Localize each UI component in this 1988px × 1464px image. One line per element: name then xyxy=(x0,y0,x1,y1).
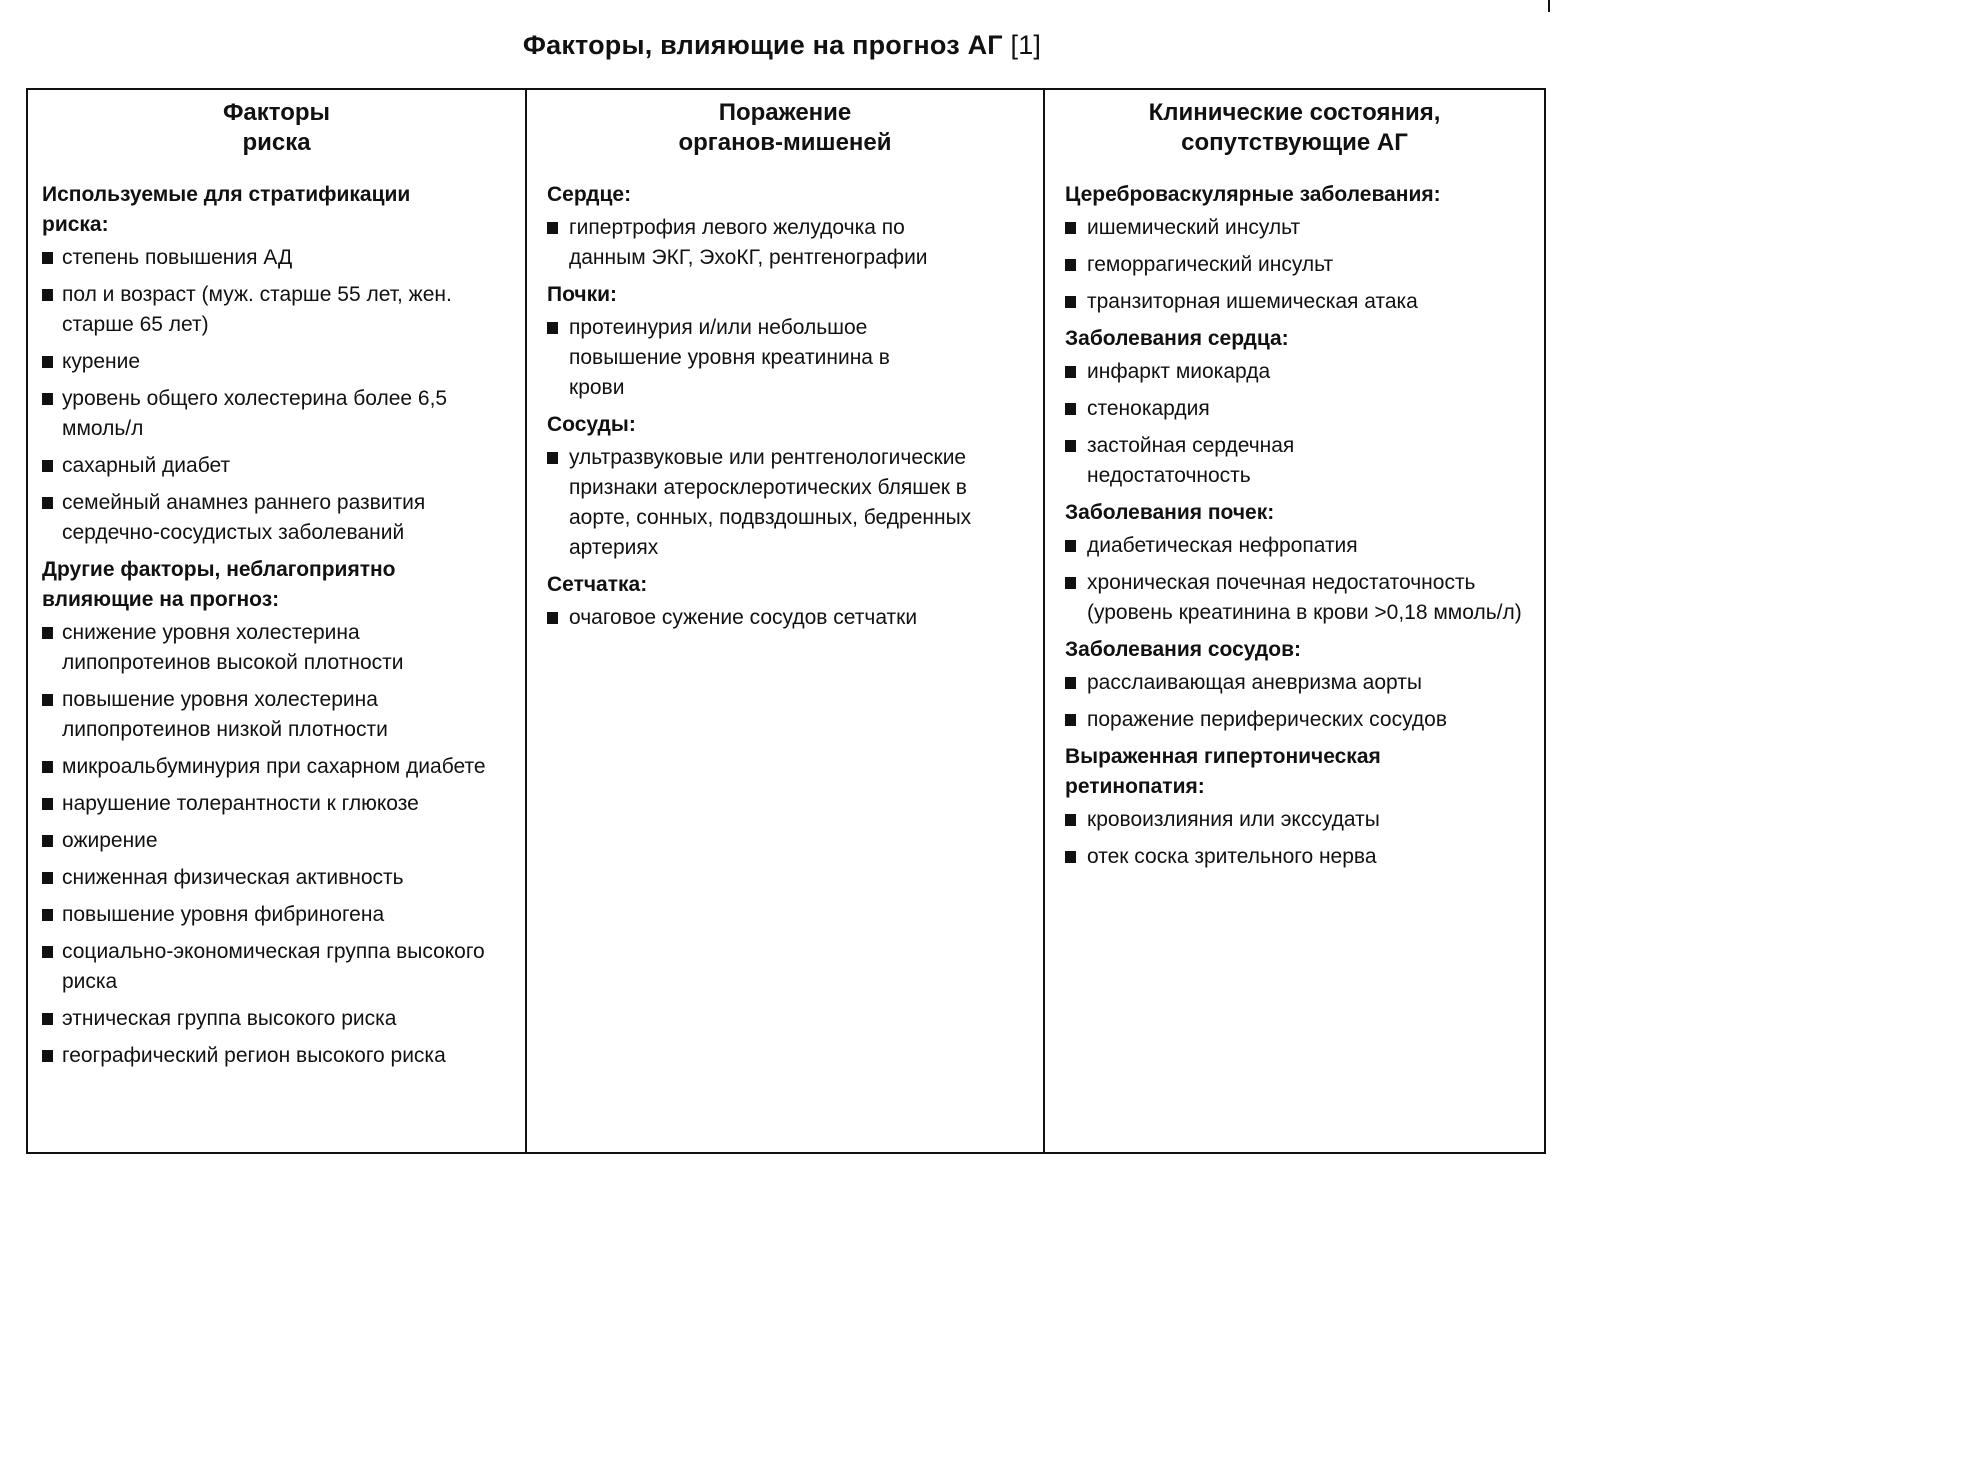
list-item xyxy=(547,313,939,403)
list-item xyxy=(1065,431,1387,491)
square-bullet-icon xyxy=(1065,259,1076,271)
bullet-list xyxy=(1065,531,1530,628)
list-item xyxy=(42,900,511,930)
square-bullet-icon xyxy=(1065,296,1076,308)
section-heading: Сосуды: xyxy=(547,413,636,436)
list-item-text: гипертрофия левого желудочка по данным ЭКГ, ЭхоКГ, рентгенографии xyxy=(569,216,928,269)
square-bullet-icon xyxy=(547,222,558,234)
square-bullet-icon xyxy=(42,872,53,884)
bullet-list xyxy=(547,443,1029,563)
prognosis-factors-table xyxy=(26,88,1546,1154)
list-item-text: повышение уровня фибриногена xyxy=(62,903,385,926)
list-item-text: стенокардия xyxy=(1087,397,1210,420)
list-item xyxy=(547,603,1029,633)
list-item-text: хроническая почечная недостаточность (уровень креатинина в крови >0,18 ммоль/л) xyxy=(1087,571,1522,624)
list-item-text: отек соска зрительного нерва xyxy=(1087,845,1377,868)
list-item xyxy=(42,280,511,340)
column-header-line: риска xyxy=(242,129,311,156)
section-heading: Почки: xyxy=(547,283,618,306)
list-item-text: инфаркт миокарда xyxy=(1087,360,1271,383)
square-bullet-icon xyxy=(1065,366,1076,378)
square-bullet-icon xyxy=(1065,440,1076,452)
list-item xyxy=(1065,705,1530,735)
list-item xyxy=(42,1041,511,1071)
column-header-line: органов-мишеней xyxy=(678,129,892,156)
list-item xyxy=(42,789,511,819)
list-item xyxy=(547,213,939,273)
column-risk-factors xyxy=(28,90,525,1152)
section-heading: Сетчатка: xyxy=(547,573,648,596)
bullet-list xyxy=(42,243,511,548)
list-item xyxy=(42,347,511,377)
column-body xyxy=(42,172,511,1071)
page-title xyxy=(0,30,1564,61)
list-item xyxy=(1065,213,1530,243)
list-item xyxy=(42,826,511,856)
square-bullet-icon xyxy=(1065,714,1076,726)
list-item xyxy=(1065,250,1530,280)
list-item-text: степень повышения АД xyxy=(62,246,293,269)
column-header-line: Факторы xyxy=(222,99,331,126)
list-item-text: поражение периферических сосудов xyxy=(1087,708,1447,731)
square-bullet-icon xyxy=(42,627,53,639)
column-body xyxy=(541,172,1029,633)
list-item-text: этническая группа высокого риска xyxy=(62,1007,397,1030)
square-bullet-icon xyxy=(1065,851,1076,863)
list-item xyxy=(42,618,511,678)
page-title-reference: [1] xyxy=(1010,30,1042,60)
list-item xyxy=(42,1004,511,1034)
list-item-text: транзиторная ишемическая атака xyxy=(1087,290,1418,313)
page-title-text: Факторы, влияющие на прогноз АГ xyxy=(522,30,1003,60)
list-item-text: снижение уровня холестерина липопротеинов высокой плотности xyxy=(62,621,404,674)
square-bullet-icon xyxy=(1065,814,1076,826)
column-header-line: сопутствующие АГ xyxy=(1181,129,1408,156)
square-bullet-icon xyxy=(547,452,558,464)
square-bullet-icon xyxy=(1065,403,1076,415)
bullet-list xyxy=(1065,357,1530,491)
list-item-text: географический регион высокого риска xyxy=(62,1044,446,1067)
bullet-list xyxy=(1065,668,1530,735)
bullet-list xyxy=(547,213,1029,273)
square-bullet-icon xyxy=(42,761,53,773)
list-item xyxy=(1065,668,1530,698)
list-item-text: диабетическая нефропатия xyxy=(1087,534,1358,557)
column-header xyxy=(541,90,1029,172)
list-item xyxy=(1065,531,1530,561)
list-item xyxy=(42,451,511,481)
list-item xyxy=(1065,394,1530,424)
list-item-text: курение xyxy=(62,350,141,373)
square-bullet-icon xyxy=(42,289,53,301)
list-item-text: сниженная физическая активность xyxy=(62,866,404,889)
column-target-organ-damage xyxy=(525,90,1043,1152)
square-bullet-icon xyxy=(42,798,53,810)
square-bullet-icon xyxy=(42,694,53,706)
square-bullet-icon xyxy=(42,946,53,958)
section-heading: Другие факторы, неблагоприятно влияющие на прогноз: xyxy=(42,558,396,611)
bullet-list xyxy=(547,603,1029,633)
column-header xyxy=(1059,90,1530,172)
bullet-list xyxy=(547,313,1029,403)
bullet-list xyxy=(42,618,511,1071)
list-item-text: ожирение xyxy=(62,829,158,852)
list-item xyxy=(42,752,511,782)
list-item xyxy=(1065,287,1530,317)
list-item-text: застойная сердечная недостаточность xyxy=(1087,434,1295,487)
list-item-text: микроальбуминурия при сахарном диабете xyxy=(62,755,486,778)
list-item-text: геморрагический инсульт xyxy=(1087,253,1334,276)
list-item-text: сахарный диабет xyxy=(62,454,231,477)
list-item-text: повышение уровня холестерина липопротеинов низкой плотности xyxy=(62,688,388,741)
list-item-text: пол и возраст (муж. старше 55 лет, жен. старше 65 лет) xyxy=(62,283,452,336)
square-bullet-icon xyxy=(1065,677,1076,689)
square-bullet-icon xyxy=(42,356,53,368)
square-bullet-icon xyxy=(547,612,558,624)
column-associated-clinical-conditions xyxy=(1043,90,1544,1152)
list-item xyxy=(1065,842,1530,872)
list-item xyxy=(42,243,511,273)
square-bullet-icon xyxy=(42,252,53,264)
list-item xyxy=(42,937,511,997)
square-bullet-icon xyxy=(42,1050,53,1062)
list-item-text: расслаивающая аневризма аорты xyxy=(1087,671,1422,694)
column-header xyxy=(42,90,511,172)
bullet-list xyxy=(1065,213,1530,317)
square-bullet-icon xyxy=(1065,577,1076,589)
list-item xyxy=(547,443,1029,563)
list-item-text: ультразвуковые или рентгенологические признаки атеросклеротических бляшек в аорте, сонных, подвздошных, бедренных артериях xyxy=(569,446,972,559)
page-edge-mark xyxy=(1548,0,1550,12)
list-item xyxy=(1065,357,1530,387)
section-heading: Выраженная гипертоническая ретинопатия: xyxy=(1065,745,1381,798)
section-heading: Используемые для стратификации риска: xyxy=(42,183,411,236)
list-item-text: очаговое сужение сосудов сетчатки xyxy=(569,606,918,629)
list-item-text: социально-экономическая группа высокого риска xyxy=(62,940,485,993)
square-bullet-icon xyxy=(547,322,558,334)
square-bullet-icon xyxy=(42,1013,53,1025)
square-bullet-icon xyxy=(42,909,53,921)
list-item xyxy=(1065,568,1530,628)
section-heading: Сердце: xyxy=(547,183,632,206)
list-item-text: нарушение толерантности к глюкозе xyxy=(62,792,419,815)
square-bullet-icon xyxy=(42,497,53,509)
list-item-text: уровень общего холестерина более 6,5 ммоль/л xyxy=(62,387,448,440)
list-item xyxy=(42,488,511,548)
list-item xyxy=(42,863,511,893)
section-heading: Заболевания сосудов: xyxy=(1065,638,1301,661)
square-bullet-icon xyxy=(42,393,53,405)
list-item xyxy=(42,384,511,444)
column-body xyxy=(1059,172,1530,872)
square-bullet-icon xyxy=(42,835,53,847)
list-item xyxy=(1065,805,1530,835)
list-item-text: кровоизлияния или экссудаты xyxy=(1087,808,1380,831)
column-header-line: Поражение xyxy=(718,99,852,126)
square-bullet-icon xyxy=(1065,222,1076,234)
bullet-list xyxy=(1065,805,1530,872)
section-heading: Цереброваскулярные заболевания: xyxy=(1065,183,1441,206)
list-item-text: протеинурия и/или небольшое повышение уровня креатинина в крови xyxy=(569,316,890,399)
list-item-text: ишемический инсульт xyxy=(1087,216,1301,239)
square-bullet-icon xyxy=(1065,540,1076,552)
column-header-line: Клинические состояния, xyxy=(1148,99,1441,126)
section-heading: Заболевания сердца: xyxy=(1065,327,1289,350)
list-item xyxy=(42,685,511,745)
square-bullet-icon xyxy=(42,460,53,472)
section-heading: Заболевания почек: xyxy=(1065,501,1275,524)
list-item-text: семейный анамнез раннего развития сердечно-сосудистых заболеваний xyxy=(62,491,426,544)
